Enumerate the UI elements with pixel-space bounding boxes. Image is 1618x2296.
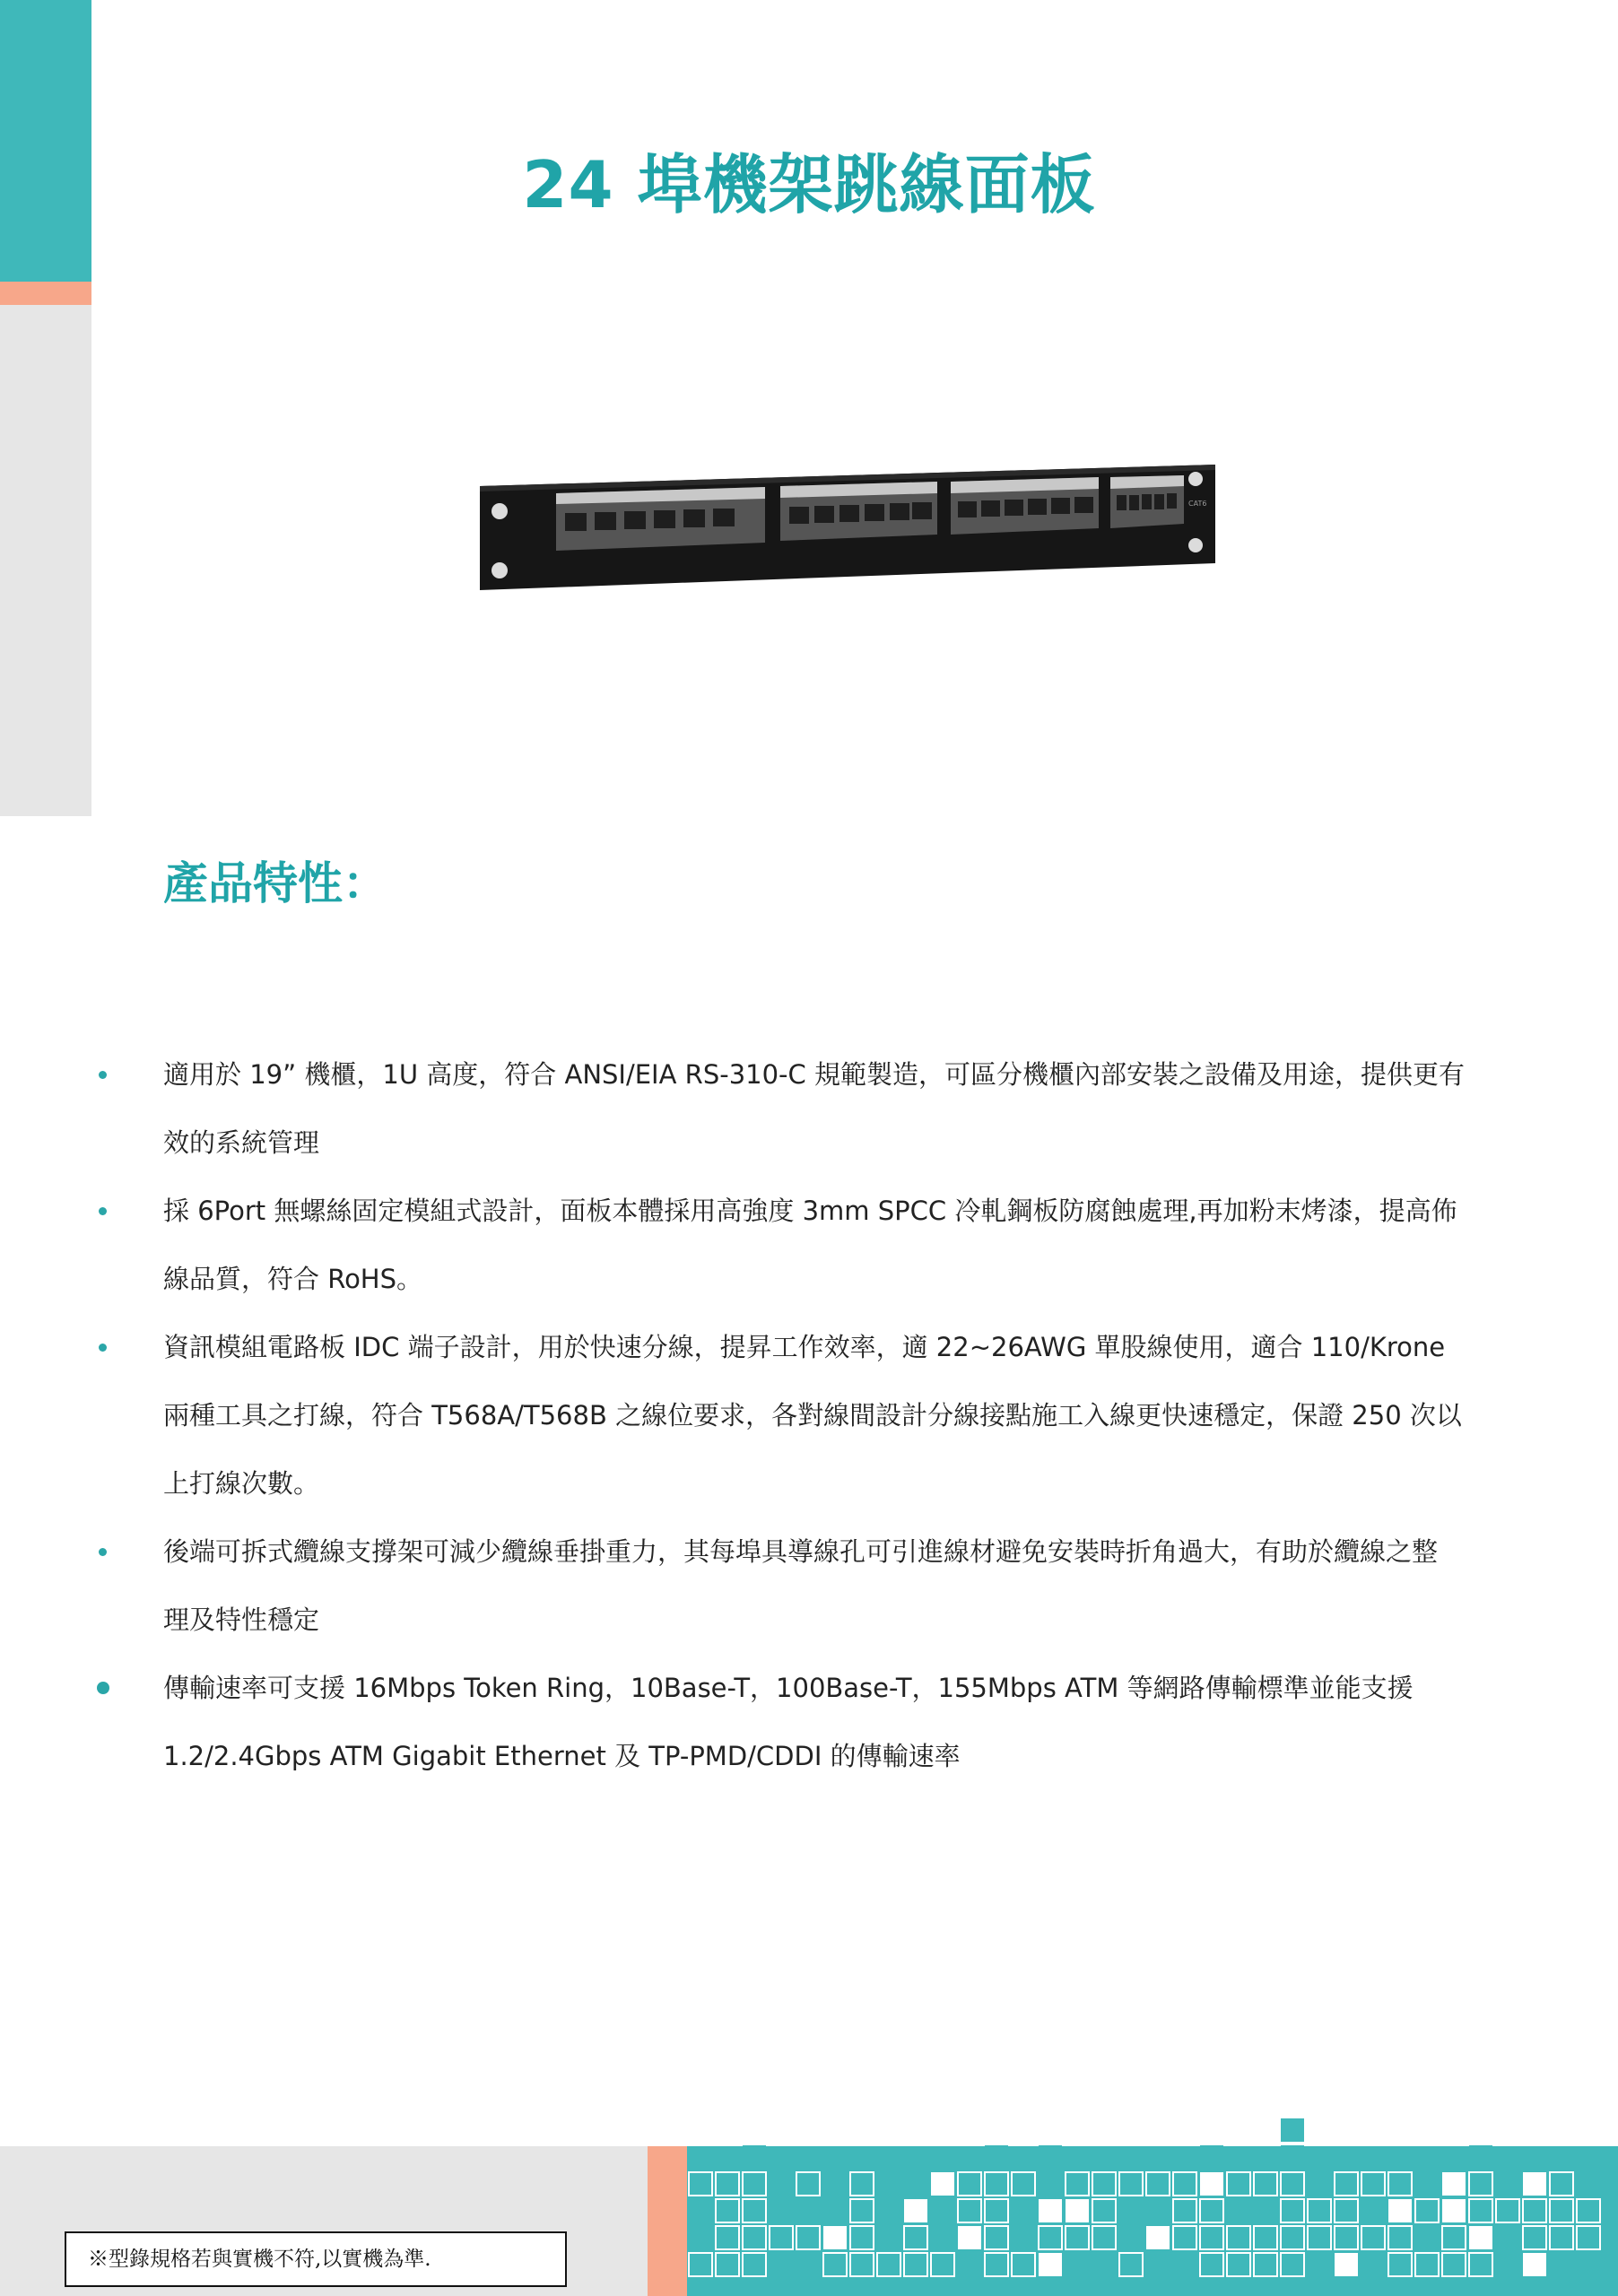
feature-line: 線品質，符合 RoHS。 xyxy=(163,1264,423,1294)
pixel-tile xyxy=(1335,2226,1358,2249)
page-title: 24 埠機架跳線面板 xyxy=(522,147,1096,222)
pixel-tile xyxy=(877,2253,900,2276)
pixel-tile xyxy=(985,2226,1008,2249)
feature-item xyxy=(95,1654,1548,1790)
feature-item xyxy=(95,1313,1548,1518)
pixel-tile xyxy=(904,2199,927,2222)
bullet-icon xyxy=(99,1344,107,1352)
pixel-tile xyxy=(1146,2226,1170,2249)
feature-item xyxy=(95,1177,1548,1313)
pixel-tile xyxy=(1550,2199,1573,2222)
pixel-tile xyxy=(1281,2199,1304,2222)
pixel-tile xyxy=(1092,2226,1116,2249)
pixel-tile xyxy=(1119,2172,1143,2196)
pixel-tile xyxy=(985,2253,1008,2276)
pixel-tile xyxy=(1550,2226,1573,2249)
pixel-tile xyxy=(1012,2253,1035,2276)
pixel-tile xyxy=(1200,2145,1223,2169)
pixel-tile xyxy=(904,2253,927,2276)
pixel-tile xyxy=(1227,2226,1250,2249)
pixel-tile xyxy=(1281,2145,1304,2169)
pixel-tile xyxy=(1200,2199,1223,2222)
pixel-tile xyxy=(1442,2172,1466,2196)
pixel-tile xyxy=(1388,2172,1412,2196)
pixel-tile xyxy=(904,2226,927,2249)
pixel-tile xyxy=(1442,2226,1466,2249)
pixel-tile xyxy=(1496,2199,1519,2222)
pixel-tile xyxy=(1335,2172,1358,2196)
feature-line: 兩種工具之打線，符合 T568A/T568B 之線位要求，各對線間設計分線接點施工入線更快速穩定，保證 250 次以 xyxy=(163,1400,1462,1431)
pixel-tile xyxy=(1066,2172,1089,2196)
pixel-tile xyxy=(1442,2199,1466,2222)
feature-line: 資訊模組電路板 IDC 端子設計，用於快速分線，提昇工作效率，適 22~26AWG 單股線使用，適合 110/Krone xyxy=(163,1332,1446,1362)
feature-list xyxy=(95,1040,1548,1790)
pixel-tile xyxy=(850,2253,874,2276)
pixel-tile xyxy=(1388,2199,1412,2222)
pixel-tile xyxy=(1254,2253,1277,2276)
pixel-tile xyxy=(1469,2199,1492,2222)
bullet-icon xyxy=(99,1071,107,1079)
feature-line: 傳輸速率可支援 16Mbps Token Ring，10Base-T，100Base-T，155Mbps ATM 等網路傳輸標準並能支援 xyxy=(163,1673,1414,1703)
pixel-tile xyxy=(1523,2253,1546,2276)
pixel-tile xyxy=(1469,2226,1492,2249)
feature-item xyxy=(95,1040,1548,1177)
pixel-tile xyxy=(1469,2145,1492,2169)
left-accent-bar-grey xyxy=(0,305,91,816)
pixel-tile xyxy=(1173,2199,1196,2222)
pixel-tile xyxy=(770,2226,793,2249)
pixel-tile xyxy=(743,2253,766,2276)
pixel-tile xyxy=(1308,2199,1331,2222)
pixel-tile xyxy=(1469,2172,1492,2196)
pixel-tile xyxy=(1039,2199,1062,2222)
pixel-tile xyxy=(1415,2253,1439,2276)
pixel-tile xyxy=(1227,2172,1250,2196)
pixel-tile xyxy=(1361,2172,1385,2196)
pixel-tile xyxy=(1281,2226,1304,2249)
pixel-tile xyxy=(1388,2253,1412,2276)
pixel-tile xyxy=(1227,2253,1250,2276)
feature-line: 適用於 19” 機櫃，1U 高度，符合 ANSI/EIA RS-310-C 規範製造，可區分機櫃內部安裝之設備及用途，提供更有 xyxy=(163,1059,1465,1090)
feature-item xyxy=(95,1518,1548,1654)
pixel-tile xyxy=(1335,2199,1358,2222)
left-accent-bar-orange xyxy=(0,282,91,305)
pixel-tile xyxy=(1281,2253,1304,2276)
feature-line: 1.2/2.4Gbps ATM Gigabit Ethernet 及 TP-PMD/CDDI 的傳輸速率 xyxy=(163,1741,961,1771)
pixel-tile xyxy=(1523,2172,1546,2196)
disclaimer-box: ※型錄規格若與實機不符,以實機為準. xyxy=(65,2231,567,2287)
pixel-tile xyxy=(985,2145,1008,2169)
pixel-tile xyxy=(1281,2172,1304,2196)
pixel-tile xyxy=(931,2172,954,2196)
feature-line: 效的系統管理 xyxy=(163,1127,320,1158)
pixel-tile xyxy=(1442,2253,1466,2276)
cat6-label: CAT6 xyxy=(1188,500,1207,508)
pixel-tile xyxy=(931,2253,954,2276)
bullet-icon xyxy=(99,1548,107,1556)
pixel-tile xyxy=(1577,2226,1600,2249)
pixel-tile xyxy=(716,2199,739,2222)
pixel-tile xyxy=(1361,2226,1385,2249)
pixel-tile xyxy=(1577,2199,1600,2222)
pixel-tile xyxy=(1039,2145,1062,2169)
feature-line: 後端可拆式纜線支撐架可減少纜線垂掛重力，其每埠具導線孔可引進線材避免安裝時折角過大，有助於纜線之整 xyxy=(163,1536,1439,1567)
pixel-tile xyxy=(850,2226,874,2249)
pixel-tile xyxy=(1335,2253,1358,2276)
pixel-tile xyxy=(716,2172,739,2196)
pixel-tile xyxy=(716,2226,739,2249)
pixel-tile xyxy=(1200,2226,1223,2249)
pixel-tile xyxy=(850,2199,874,2222)
pixel-tile xyxy=(823,2226,847,2249)
footer-pixel-pattern xyxy=(687,2063,1618,2296)
pixel-tile xyxy=(985,2172,1008,2196)
pixel-tile xyxy=(1308,2226,1331,2249)
pixel-tile xyxy=(1119,2253,1143,2276)
pixel-tile xyxy=(1200,2253,1223,2276)
features-heading: 產品特性： xyxy=(163,857,387,909)
pixel-tile xyxy=(1039,2226,1062,2249)
pixel-tile xyxy=(689,2172,712,2196)
pixel-tile xyxy=(823,2253,847,2276)
pixel-tile xyxy=(1173,2226,1196,2249)
pixel-tile xyxy=(1146,2172,1170,2196)
pixel-tile xyxy=(743,2226,766,2249)
pixel-tile xyxy=(1012,2172,1035,2196)
pixel-tile xyxy=(850,2172,874,2196)
pixel-tile xyxy=(958,2172,981,2196)
pixel-tile xyxy=(1092,2199,1116,2222)
pixel-tile xyxy=(1281,2118,1304,2142)
pixel-tile xyxy=(958,2226,981,2249)
feature-line: 採 6Port 無螺絲固定模組式設計，面板本體採用高強度 3mm SPCC 冷軋鋼板防腐蝕處理,再加粉末烤漆，提高佈 xyxy=(163,1196,1457,1226)
pixel-tile xyxy=(1066,2199,1089,2222)
pixel-tile xyxy=(796,2172,820,2196)
pixel-tile xyxy=(1254,2172,1277,2196)
feature-line: 理及特性穩定 xyxy=(163,1605,320,1635)
pixel-tile xyxy=(985,2199,1008,2222)
pixel-tile xyxy=(958,2199,981,2222)
pixel-tile xyxy=(716,2253,739,2276)
pixel-tile xyxy=(1200,2172,1223,2196)
pixel-tile xyxy=(743,2145,766,2169)
pixel-tile xyxy=(1066,2226,1089,2249)
pixel-tile xyxy=(1550,2172,1573,2196)
patch-panel-image xyxy=(480,457,1215,601)
pixel-tile xyxy=(1254,2226,1277,2249)
pixel-tile xyxy=(1415,2199,1439,2222)
pixel-tile xyxy=(743,2199,766,2222)
pixel-tile xyxy=(1523,2199,1546,2222)
pixel-tile xyxy=(1523,2226,1546,2249)
pixel-tile xyxy=(689,2253,712,2276)
bullet-icon xyxy=(97,1682,109,1694)
pixel-tile xyxy=(1039,2253,1062,2276)
bullet-icon xyxy=(99,1207,107,1215)
pixel-tile xyxy=(1388,2226,1412,2249)
pixel-tile xyxy=(1469,2253,1492,2276)
footer-band-orange xyxy=(648,2146,687,2296)
feature-line: 上打線次數。 xyxy=(163,1468,320,1499)
pixel-tile xyxy=(743,2172,766,2196)
pixel-tile xyxy=(1173,2172,1196,2196)
pixel-tile xyxy=(1092,2172,1116,2196)
pixel-tile xyxy=(796,2226,820,2249)
